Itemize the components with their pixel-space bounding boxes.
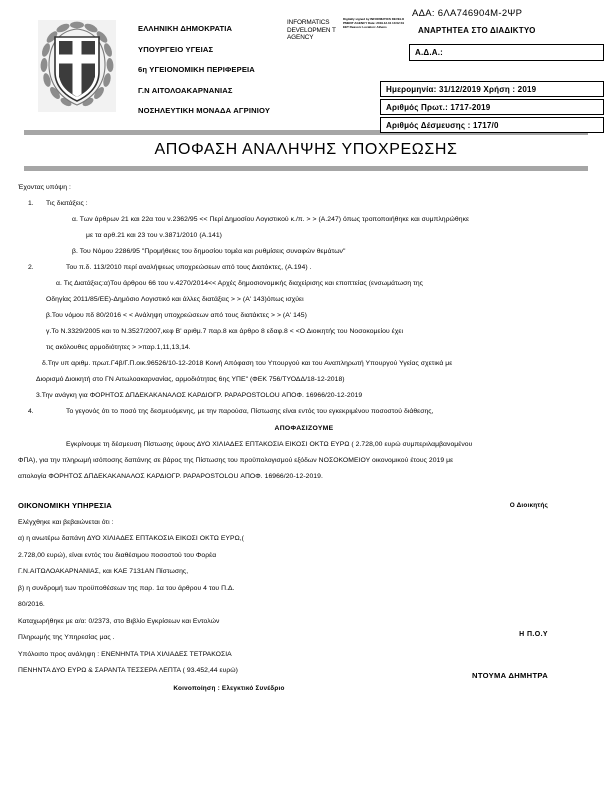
decision-line-3: απολογία ΦΟΡΗΤΟΣ ΔΠΔΕΚΑΚΑΝΑΛΟΣ ΚΑΡΔΙΟΓΡ. PAPAPOSTOLOU ΑΠΟΦ. 16966/20-12-2019. [18,473,323,480]
list-item-3: 3.Την ανάγκη για ΦΟΡΗΤΟΣ ΔΠΔΕΚΑΚΑΝΑΛΟΣ ΚΑΡΔΙΟΓΡ. PAPAPOSTOLOU ΑΠΟΦ. 16966/20-12-2019 [36,392,363,399]
digital-signature-stamp [287,18,405,58]
decision-line-1: Εγκρίνουμε τη δέσμευση Πίστωσης ύψους ΔΥΟ ΧΙΛΙΑΔΕΣ ΕΠΤΑΚΟΣΙΑ ΕΙΚΟΣΙ ΟΚΤΩ ΕΥΡΩ ( 2.728,00 ευρώ συμπεριλαμβανομένου [66,441,473,448]
notification-recipient: Κοινοποίηση : Ελεγκτικό Συνέδριο [173,684,285,692]
organization-block [138,24,288,127]
decision-line-2: ΦΠΑ), για την πληρωμή ισόποσης δαπάνης σε βάρος της Πίστωσης του προϋπολογισμού εξόδων ΝΟΣΟΚΟΜΕΙΟΥ οικονομικού έτους 2019 με [18,457,454,464]
protocol-number-box: Αριθμός Πρωτ.: 1717-2019 [380,99,604,115]
signer-name: ΝΤΟΥΜΑ ΔΗΜΗΤΡΑ [472,671,548,680]
document-header [0,0,612,130]
document-body [0,180,612,485]
coat-of-arms-icon [38,20,116,112]
list-item-4 [18,404,590,420]
list-item-4-text: Το γεγονός ότι το ποσό της δεσμευόμενης, με την παρούσα, Πίστωσης είναι εντός του εγκεκριμένου ποσοστού διάθεσης, [66,408,434,415]
list-item-2-number: 2. [28,264,34,271]
org-line-4: Γ.Ν ΑΙΤΟΛΟΑΚΑΡΝΑΝΙΑΣ [138,85,233,95]
finance-head-label: Η Π.Ο.Υ [519,631,548,638]
list-item-2c-line2: τις ακόλουθες αρμοδιότητες > >παρ.1,11,13,14. [46,344,191,351]
clause-a-line2: 2.728,00 ευρώ), είναι εντός του διαθέσιμου ποσοστού του Φορέα [18,551,217,559]
date-box: Ημερομηνία: 31/12/2019 Χρήση : 2019 [380,81,604,97]
list-item-2b: β.Του νόμου πδ 80/2016 < < Ανάληψη υποχρεώσεων από τους διατάκτες > > (Α' 145) [46,312,307,319]
list-item-1a-line1: α. Των άρθρων 21 και 22α του ν.2362/95 << Περί Δημοσίου Λογιστικού κ./π. > > (Α.247) όπως τροποποιήθηκε και συμπληρώθηκε [72,216,470,223]
finance-department-title: ΟΙΚΟΝΟΜΙΚΗ ΥΠΗΡΕΣΙΑ [18,501,112,510]
clause-a-line3: Γ.Ν.ΑΙΤΩΛΟΑΚΑΡΝΑΝΙΑΣ, και ΚΑΕ 7131ΑΝ Πίστωσης, [18,568,189,575]
org-line-3: 6η ΥΓΕΙΟΝΟΜΙΚΗ ΠΕΡΙΦΕΡΕΙΑ [138,65,255,74]
signature-authority-label: INFORMATICS DEVELOPMEN T AGENCY [287,19,336,42]
list-item-2a-line2: Οδηγίας 2011/85/ΕΕ)-Δημόσιο Λογιστικό και άλλες διατάξεις > > (Α' 143)όπως ισχύει [46,296,304,303]
balance-line2: ΠΕΝΗΝΤΑ ΔΥΟ ΕΥΡΩ & ΣΑΡΑΝΤΑ ΤΕΣΣΕΡΑ ΛΕΠΤΑ ( 93.452,44 ευρώ) [18,667,238,674]
ada-code-text: ΑΔΑ: 6ΛΑ746904Μ-2ΨΡ [412,8,523,19]
ada-field-box: Α.Δ.Α.: [409,44,604,61]
list-item-2c-line1: γ.Το Ν.3329/2005 και το Ν.3527/2007,κεφ Β' αριθμ.7 παρ.8 και άρθρο 8 εδαφ.8 < <Ο Διοικητής του Νοσοκομείου έχει [46,328,404,335]
document-footer [0,498,612,697]
list-item-1 [18,196,590,212]
published-online-label: ΑΝΑΡΤΗΤΕΑ ΣΤΟ ΔΙΑΔΙΚΤΥΟ [418,26,536,35]
page-title: ΑΠΟΦΑΣΗ ΑΝΑΛΗΨΗΣ ΥΠΟΧΡΕΩΣΗΣ [154,141,458,158]
balance-line1: Υπόλοιπο προς ανάληψη : ΕΝΕΝΗΝΤΑ ΤΡΙΑ ΧΙΛΙΑΔΕΣ ΤΕΤΡΑΚΟΣΙΑ [18,650,232,658]
org-line-5: ΝΟΣΗΛΕΥΤΙΚΗ ΜΟΝΑΔΑ ΑΓΡΙΝΙΟΥ [138,106,271,115]
list-item-1a-line2: με τα αρθ.21 και 23 του ν.3871/2010 (Α.141) [86,232,222,239]
registration-line1: Καταχωρήθηκε με α/α: 0/2373, στο Βιβλίο Εγκρίσεων και Εντολών [18,617,220,625]
clause-b-line2: 80/2016. [18,601,45,608]
intro-text: Έχοντας υπόψη : [18,184,71,191]
list-item-1-text: Τις διατάξεις : [46,200,88,207]
org-line-2: ΥΠΟΥΡΓΕΙΟ ΥΓΕΙΑΣ [138,44,214,54]
registration-line2: Πληρωμής της Υπηρεσίας μας . [18,634,115,641]
list-item-2d-line1: δ.Την υπ αριθμ. πρωτ.Γ4β/Γ.Π.οικ.96526/10-12-2018 Κοινή Απόφαση του Υπουργού και του Αναπληρωτή Υπουργού Υγείας σχετικά με [42,360,453,367]
verification-text: Ελέγχθηκε και βεβαιώνεται ότι : [18,518,114,526]
list-item-2a-line1: α. Τις Διατάξεις:α)Του άρθρου 66 του ν.4270/2014<< Αρχές δημοσιονομικής διαχείρισης και εποπτείας (ενσωμάτωση της [56,280,423,287]
list-item-2 [18,260,590,276]
commitment-number-box: Αριθμός Δέσμευσης : 1717/0 [380,117,604,133]
decision-heading: ΑΠΟΦΑΣΙΖΟΥΜΕ [274,425,334,432]
list-item-1b: β. Του Νόμου 2286/95 "Προμήθειες του δημοσίου τομέα και ρυθμίσεις συναφών θεμάτων" [72,248,346,255]
title-rule-bottom [24,166,588,171]
list-item-4-number: 4. [28,408,34,415]
governor-label: Ο Διοικητής [509,502,548,509]
clause-a-line1: α) η ανωτέρω δαπάνη ΔΥΟ ΧΙΛΙΑΔΕΣ ΕΠΤΑΚΟΣΙΑ ΕΙΚΟΣΙ ΟΚΤΩ ΕΥΡΩ,( [18,535,244,542]
list-item-1-number: 1. [28,200,34,207]
signature-detail-text: Digitally signed by INFORMATICS DEVELOPMENT AGENCY Date: 2019.12.31 13:02:31 EET Reason: Location: Athens [343,17,405,29]
list-item-2-text: Του π.δ. 113/2010 περί αναλήψεως υποχρεώσεων από τους Διατάκτες, (Α.194) . [66,264,312,271]
clause-b-line1: β) η συνδρομή των προϋποθέσεων της παρ. 1α του άρθρου 4 του Π.Δ. [18,584,235,592]
list-item-2d-line2: Διορισμό Διοικητή στο ΓΝ Αιτωλοακαρνανίας, αρμοδιότητας 6ης ΥΠΕ" (ΦΕΚ 756/ΤΥΟΔΔ/18-12-2018) [36,376,345,383]
org-line-1: ΕΛΛΗΝΙΚΗ ΔΗΜΟΚΡΑΤΙΑ [138,24,233,33]
